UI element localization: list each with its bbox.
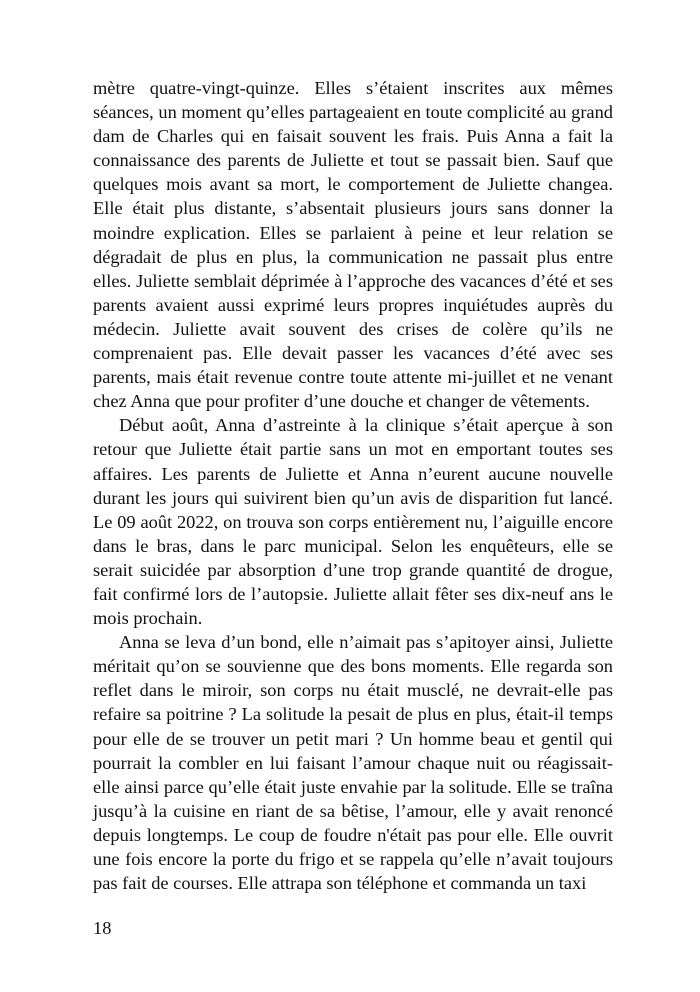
paragraph-mirror: Anna se leva d’un bond, elle n’aimait pas s’apitoyer ainsi, Juliette méritait qu’on se souvienne que des bons moments. Elle regarda son reflet dans le miroir, son corps nu était musclé, ne devrait-elle pas refaire sa poitrine ? La solitude la pesait de plus en plus, était-il temps pour elle de se trouver un petit mari ? Un homme beau et gentil qui pourrait la combler en lui faisant l’amour chaque nuit ou réagissait-elle ainsi parce qu’elle était juste envahie par la solitude. Elle se traîna jusqu’à la cuisine en riant de sa bêtise, l’amour, elle y avait renoncé depuis longtemps. Le coup de foudre n'était pas pour elle. Elle ouvrit une fois encore la porte du frigo et se rappela qu’elle n’avait toujours pas fait de courses. Elle attrapa son téléphone et commanda un taxi (93, 632, 613, 894)
paragraph-disappearance: Début août, Anna d’astreinte à la clinique s’était aperçue à son retour que Juliette était partie sans un mot en emportant toutes ses affaires. Les parents de Juliette et Anna n’eurent aucune nouvelle durant les jours qui suivirent bien qu’un avis de disparition fut lancé. Le 09 août 2022, on trouva son corps entièrement nu, l’aiguille encore dans le bras, dans le parc municipal. Selon les enquêteurs, elle se serait suicidée par absorption d’une trop grande quantité de drogue, fait confirmé lors de l’autopsie. Juliette allait fêter ses dix-neuf ans le mois prochain. (93, 415, 613, 629)
body-text (93, 76, 613, 895)
page-number: 18 (93, 918, 112, 938)
paragraph-continuation: mètre quatre-vingt-quinze. Elles s’étaient inscrites aux mêmes séances, un moment qu’elles partageaient en toute complicité au grand dam de Charles qui en faisait souvent les frais. Puis Anna a fait la connaissance des parents de Juliette et tout se passait bien. Sauf que quelques mois avant sa mort, le comportement de Juliette changea. Elle était plus distante, s’absentait plusieurs jours sans donner la moindre explication. Elles se parlaient à peine et leur relation se dégradait de plus en plus, la communication ne passait plus entre elles. Juliette semblait déprimée à l’approche des vacances d’été et ses parents avaient aussi exprimé leurs propres inquiétudes auprès du médecin. Juliette avait souvent des crises de colère qu’ils ne comprenaient pas. Elle devait passer les vacances d’été avec ses parents, mais était revenue contre toute attente mi-juillet et ne venant chez Anna que pour profiter d’une douche et changer de vêtements. (93, 78, 613, 412)
